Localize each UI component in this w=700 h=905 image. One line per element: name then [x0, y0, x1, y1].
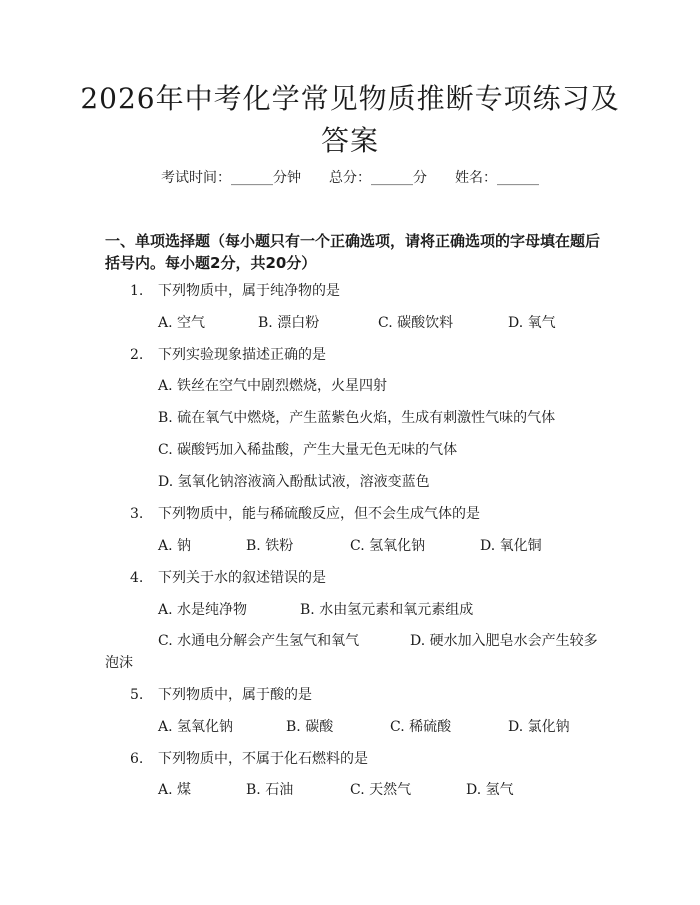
question-2-option-c: C. 碳酸钙加入稀盐酸，产生大量无色无味的气体	[158, 442, 458, 458]
question-stem: 下列物质中，不属于化石燃料的是	[158, 751, 368, 767]
option-d: D. 氧化铜	[480, 538, 542, 554]
option-c: C. 碳酸饮料	[378, 315, 454, 331]
option-d: D. 氢气	[466, 782, 514, 798]
page-title: 2026年中考化学常见物质推断专项练习及答案	[80, 82, 620, 157]
exam-total-score: 总分：______分	[329, 170, 427, 186]
question-stem: 下列实验现象描述正确的是	[158, 347, 326, 363]
option-a: A. 钠	[158, 538, 192, 554]
question-2-option-a: A. 铁丝在空气中剧烈燃烧，火星四射	[158, 378, 388, 394]
option-a: A. 煤	[158, 782, 192, 798]
exam-time: 考试时间：______分钟	[161, 170, 301, 186]
question-3	[130, 504, 480, 524]
option-c: C. 氢氧化钠	[350, 538, 426, 554]
option-d: D. 氯化钠	[508, 719, 570, 735]
option-a: A. 氢氧化钠	[158, 719, 234, 735]
question-stem: 下列物质中，能与稀硫酸反应，但不会生成气体的是	[158, 506, 480, 522]
option-b: B. 碳酸	[286, 719, 334, 735]
option-b: B. 漂白粉	[258, 315, 320, 331]
option-b: B. 铁粉	[246, 538, 294, 554]
option-c: C. 稀硫酸	[390, 719, 452, 735]
option-c: C. 天然气	[350, 782, 412, 798]
question-stem: 下列物质中，属于纯净物的是	[158, 283, 340, 299]
exam-meta	[0, 168, 700, 188]
question-number: 2.	[130, 347, 144, 363]
question-5	[130, 685, 312, 705]
question-2	[130, 345, 326, 365]
option-b: B. 石油	[246, 782, 294, 798]
question-6	[130, 749, 368, 769]
question-number: 1.	[130, 283, 144, 299]
question-number: 3.	[130, 506, 144, 522]
question-1	[130, 281, 340, 301]
option-a: A. 水是纯净物	[158, 602, 248, 618]
question-stem: 下列物质中，属于酸的是	[158, 687, 312, 703]
option-a: A. 空气	[158, 315, 206, 331]
question-number: 5.	[130, 687, 144, 703]
question-2-option-d: D. 氢氧化钠溶液滴入酚酞试液，溶液变蓝色	[158, 474, 430, 490]
option-d-continuation: 泡沫	[105, 655, 133, 671]
option-d: D. 氧气	[508, 315, 556, 331]
option-b: B. 水由氢元素和氧元素组成	[300, 602, 474, 618]
question-number: 6.	[130, 751, 144, 767]
question-2-option-b: B. 硫在氧气中燃烧，产生蓝紫色火焰，生成有刺激性气味的气体	[158, 410, 556, 426]
option-c: C. 水通电分解会产生氢气和氧气	[158, 633, 360, 649]
exam-name: 姓名：______	[455, 170, 539, 186]
question-number: 4.	[130, 570, 144, 586]
option-d: D. 硬水加入肥皂水会产生较多	[410, 633, 598, 649]
section-heading: 一、单项选择题（每小题只有一个正确选项，请将正确选项的字母填在题后括号内。每小题2分，共20分）	[105, 232, 601, 272]
question-4	[130, 568, 326, 588]
question-stem: 下列关于水的叙述错误的是	[158, 570, 326, 586]
